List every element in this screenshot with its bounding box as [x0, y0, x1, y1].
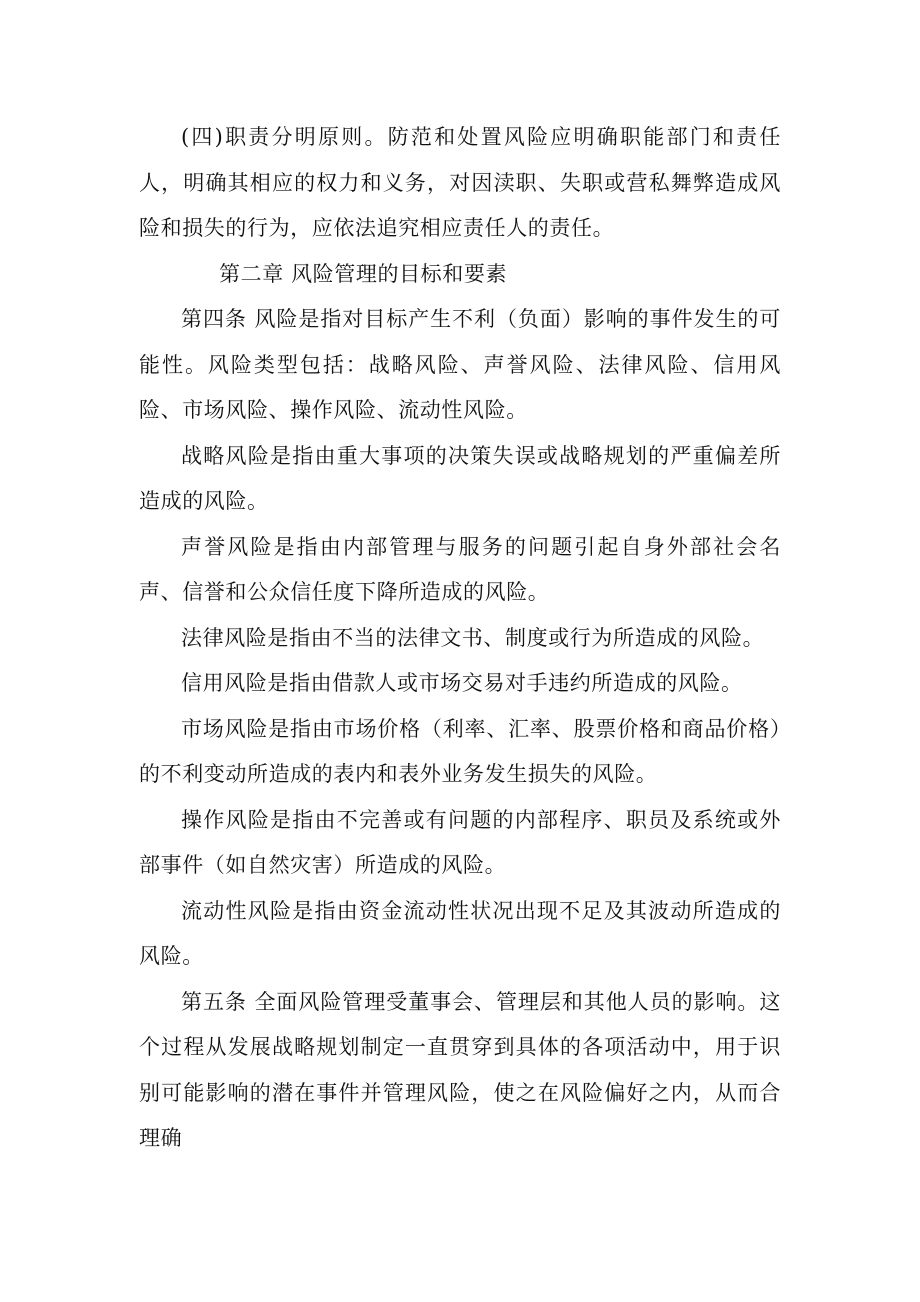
- paragraph-market-risk: 市场风险是指由市场价格（利率、汇率、股票价格和商品价格）的不利变动所造成的表内和表外业务发生损失的风险。: [139, 716, 781, 786]
- paragraph-article-five: 第五条 全面风险管理受董事会、管理层和其他人员的影响。这个过程从发展战略规划制定一直贯穿到具体的各项活动中，用于识别可能影响的潜在事件并管理风险，使之在风险偏好之内，从而合理确: [139, 989, 781, 1150]
- paragraph-liquidity-risk: 流动性风险是指由资金流动性状况出现不足及其波动所造成的风险。: [139, 898, 781, 968]
- paragraph-legal-risk: 法律风险是指由不当的法律文书、制度或行为所造成的风险。: [181, 625, 765, 650]
- paragraph-strategic-risk: 战略风险是指由重大事项的决策失误或战略规划的严重偏差所造成的风险。: [139, 443, 781, 513]
- paragraph-reputation-risk: 声誉风险是指由内部管理与服务的问题引起自身外部社会名声、信誉和公众信任度下降所造成的风险。: [139, 534, 781, 604]
- document-page: [139, 115, 781, 1162]
- paragraph-article-four: 第四条 风险是指对目标产生不利（负面）影响的事件发生的可能性。风险类型包括：战略风险、声誉风险、法律风险、信用风险、市场风险、操作风险、流动性风险。: [139, 307, 781, 422]
- paragraph-credit-risk: 信用风险是指由借款人或市场交易对手违约所造成的风险。: [181, 671, 743, 695]
- paragraph-operational-risk: 操作风险是指由不完善或有问题的内部程序、职员及系统或外部事件（如自然灾害）所造成的风险。: [139, 807, 781, 877]
- chapter-heading: 第二章 风险管理的目标和要素: [219, 261, 508, 286]
- paragraph-principle-four: (四)职责分明原则。防范和处置风险应明确职能部门和责任人，明确其相应的权力和义务，对因渎职、失职或营私舞弊造成风险和损失的行为，应依法追究相应责任人的责任。: [139, 125, 781, 240]
